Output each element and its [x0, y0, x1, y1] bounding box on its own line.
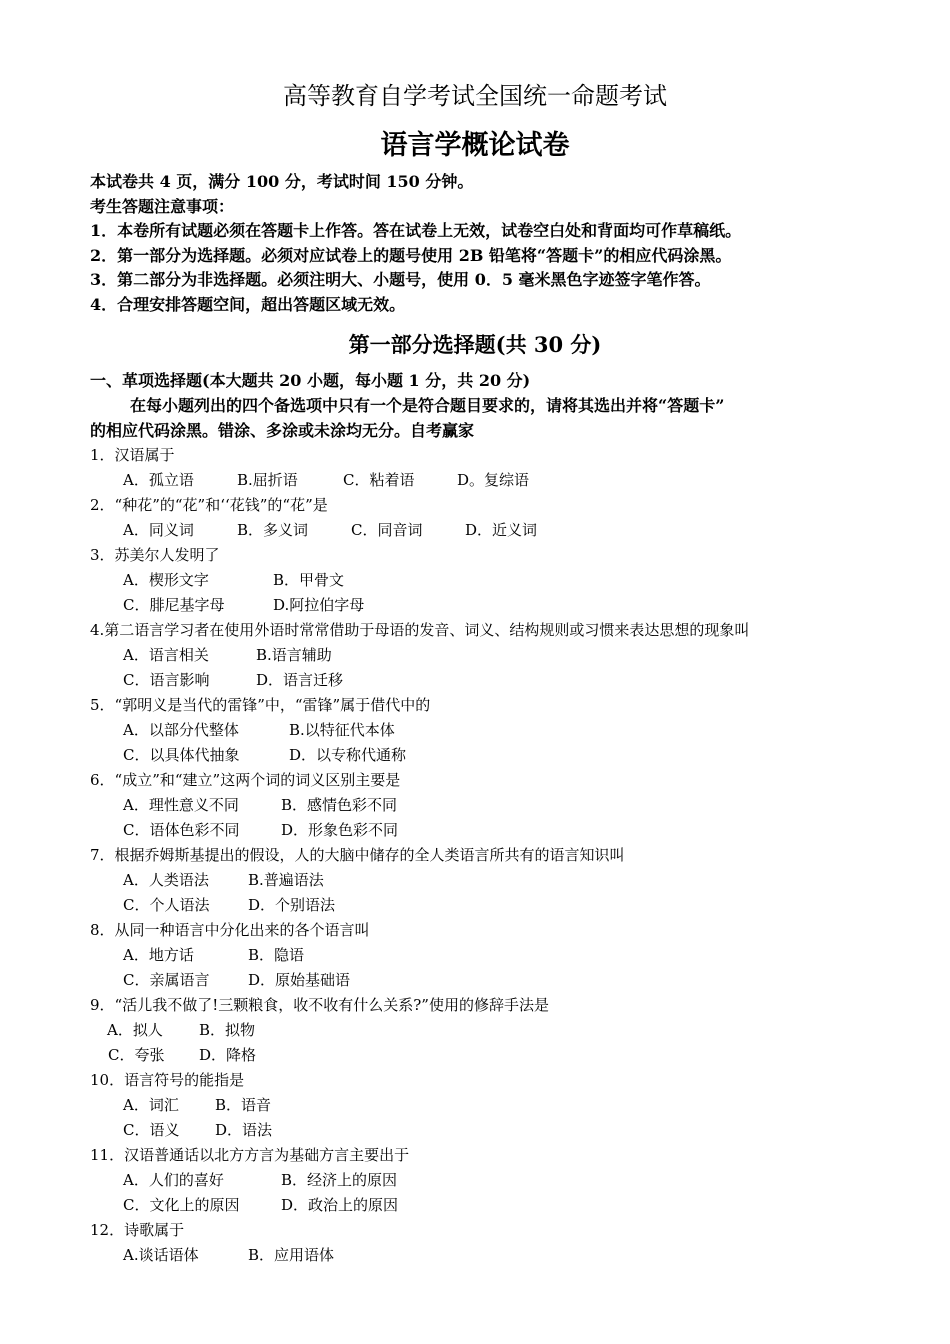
option-d: D．语法 — [215, 1121, 273, 1139]
option-d: D。复综语 — [457, 471, 530, 489]
option-row — [90, 593, 880, 618]
exam-notes — [90, 170, 880, 317]
question-8 — [90, 918, 880, 993]
option-a: A．楔形文字 — [123, 571, 209, 589]
question-11 — [90, 1143, 880, 1218]
option-row — [90, 968, 880, 993]
option-c: C．语体色彩不同 — [123, 821, 240, 839]
option-d: D．政治上的原因 — [281, 1196, 399, 1214]
question-10 — [90, 1068, 880, 1143]
section-one-header — [90, 368, 880, 443]
option-d: D．近义词 — [465, 521, 538, 539]
option-c: C．腓尼基字母 — [123, 596, 225, 614]
question-12 — [90, 1218, 880, 1268]
option-c: C．文化上的原因 — [123, 1196, 240, 1214]
option-c: C．语义 — [123, 1121, 180, 1139]
option-b: B.以特征代本体 — [289, 721, 395, 739]
option-a: A．理性意义不同 — [123, 796, 239, 814]
note-line: 4．合理安排答题空间，超出答题区域无效。 — [90, 294, 406, 314]
option-row — [90, 793, 880, 818]
option-b: B．感情色彩不同 — [281, 796, 398, 814]
option-b: B．应用语体 — [248, 1246, 335, 1264]
option-b: B．隐语 — [248, 946, 305, 964]
option-row — [90, 1118, 880, 1143]
option-b: B.普遍语法 — [248, 871, 324, 889]
option-row — [90, 1093, 880, 1118]
option-a: A．同义词 — [123, 521, 194, 539]
option-d: D．语言迁移 — [256, 671, 344, 689]
question-stem: 9．“活儿我不做了!三颗粮食，收不收有什么关系?”使用的修辞手法是 — [90, 996, 549, 1014]
question-7 — [90, 843, 880, 918]
option-c: C．粘着语 — [343, 471, 415, 489]
section-instruction: 的相应代码涂黑。错涂、多涂或未涂均无分。自考赢家 — [90, 421, 475, 440]
option-b: B．拟物 — [199, 1021, 256, 1039]
note-line: 1．本卷所有试题必须在答题卡上作答。答在试卷上无效，试卷空白处和背面均可作草稿纸。 — [90, 221, 742, 240]
option-c: C．同音词 — [351, 521, 423, 539]
option-b: B．多义词 — [237, 521, 309, 539]
question-stem: 4.第二语言学习者在使用外语时常常借助于母语的发音、词义、结构规则或习惯来表达思想的现象叫 — [90, 621, 750, 639]
option-a: A．拟人 — [107, 1021, 163, 1039]
option-d: D．以专称代通称 — [289, 746, 407, 764]
option-a: A．词汇 — [123, 1096, 179, 1114]
option-a: A．地方话 — [123, 946, 194, 964]
option-row — [90, 568, 880, 593]
option-d: D.阿拉伯字母 — [273, 596, 365, 614]
note-line: 本试卷共 4 页，满分 100 分，考试时间 150 分钟。 — [90, 172, 474, 191]
option-row — [90, 818, 880, 843]
section-heading: 一、革项选择题(本大题共 20 小题，每小题 1 分，共 20 分) — [90, 371, 531, 390]
option-c: C．夸张 — [108, 1046, 165, 1064]
part-one-title: 第一部分选择题(共 30 分) — [348, 332, 602, 357]
option-d: D．形象色彩不同 — [281, 821, 399, 839]
question-5 — [90, 693, 880, 768]
paper-title: 语言学概论试卷 — [380, 130, 570, 161]
option-b: B．甲骨文 — [273, 571, 345, 589]
option-row — [90, 1168, 880, 1193]
option-row — [90, 943, 880, 968]
question-1 — [90, 443, 880, 493]
question-stem: 2．“种花”的“花”和‘‘花钱”的“花”是 — [90, 496, 328, 514]
option-a: A．以部分代整体 — [123, 721, 239, 739]
question-stem: 7．根据乔姆斯基提出的假设，人的大脑中储存的全人类语言所共有的语言知识叫 — [90, 846, 625, 864]
option-a: A．人类语法 — [123, 871, 209, 889]
option-b: B.语言辅助 — [256, 646, 332, 664]
question-list — [90, 443, 880, 1268]
question-stem: 3．苏美尔人发明了 — [90, 546, 220, 564]
option-b: B．经济上的原因 — [281, 1171, 398, 1189]
option-row — [90, 643, 880, 668]
question-2 — [90, 493, 880, 543]
option-d: D．降格 — [199, 1046, 257, 1064]
option-row — [90, 718, 880, 743]
note-line: 2．第一部分为选择题。必须对应试卷上的题号使用 2B 铅笔将“答题卡”的相应代码涂黑。 — [90, 245, 732, 265]
option-row — [90, 893, 880, 918]
option-b: B.屈折语 — [237, 471, 298, 489]
section-instruction: 在每小题列出的四个备选项中只有一个是符合题目要求的，请将其选出并将“答题卡” — [130, 396, 725, 415]
note-line: 3．第二部分为非选择题。必须注明大、小题号，使用 0．5 毫米黑色字迹签字笔作答。 — [90, 270, 711, 289]
question-stem: 12．诗歌属于 — [90, 1221, 185, 1239]
option-c: C．以具体代抽象 — [123, 746, 240, 764]
question-stem: 11．汉语普通话以北方方言为基础方言主要出于 — [90, 1146, 410, 1164]
option-row — [90, 1243, 880, 1268]
option-c: C．亲属语言 — [123, 971, 210, 989]
question-6 — [90, 768, 880, 843]
option-row — [90, 468, 880, 493]
option-b: B．语音 — [215, 1096, 272, 1114]
option-row — [90, 518, 880, 543]
option-row — [90, 668, 880, 693]
option-d: D．原始基础语 — [248, 971, 351, 989]
question-stem: 8．从同一种语言中分化出来的各个语言叫 — [90, 921, 370, 939]
option-c: C．个人语法 — [123, 896, 210, 914]
option-row — [90, 1043, 880, 1068]
question-stem: 10．语言符号的能指是 — [90, 1071, 245, 1089]
option-row — [90, 743, 880, 768]
option-c: C．语言影响 — [123, 671, 210, 689]
question-stem: 5．“郭明义是当代的雷锋”中，“雷锋”属于借代中的 — [90, 696, 431, 714]
option-row — [90, 868, 880, 893]
question-4 — [90, 618, 880, 693]
option-a: A．孤立语 — [123, 471, 194, 489]
question-9 — [90, 993, 880, 1068]
option-a: A．人们的喜好 — [123, 1171, 224, 1189]
option-a: A.谈话语体 — [123, 1246, 199, 1264]
option-a: A．语言相关 — [123, 646, 209, 664]
exam-name: 高等教育自学考试全国统一命题考试 — [283, 82, 667, 110]
note-line: 考生答题注意事项： — [90, 196, 235, 216]
option-row — [90, 1193, 880, 1218]
question-stem: 1．汉语属于 — [90, 446, 175, 464]
question-3 — [90, 543, 880, 618]
option-d: D．个别语法 — [248, 896, 336, 914]
option-row — [90, 1018, 880, 1043]
question-stem: 6．“成立”和“建立”这两个词的词义区别主要是 — [90, 771, 401, 789]
